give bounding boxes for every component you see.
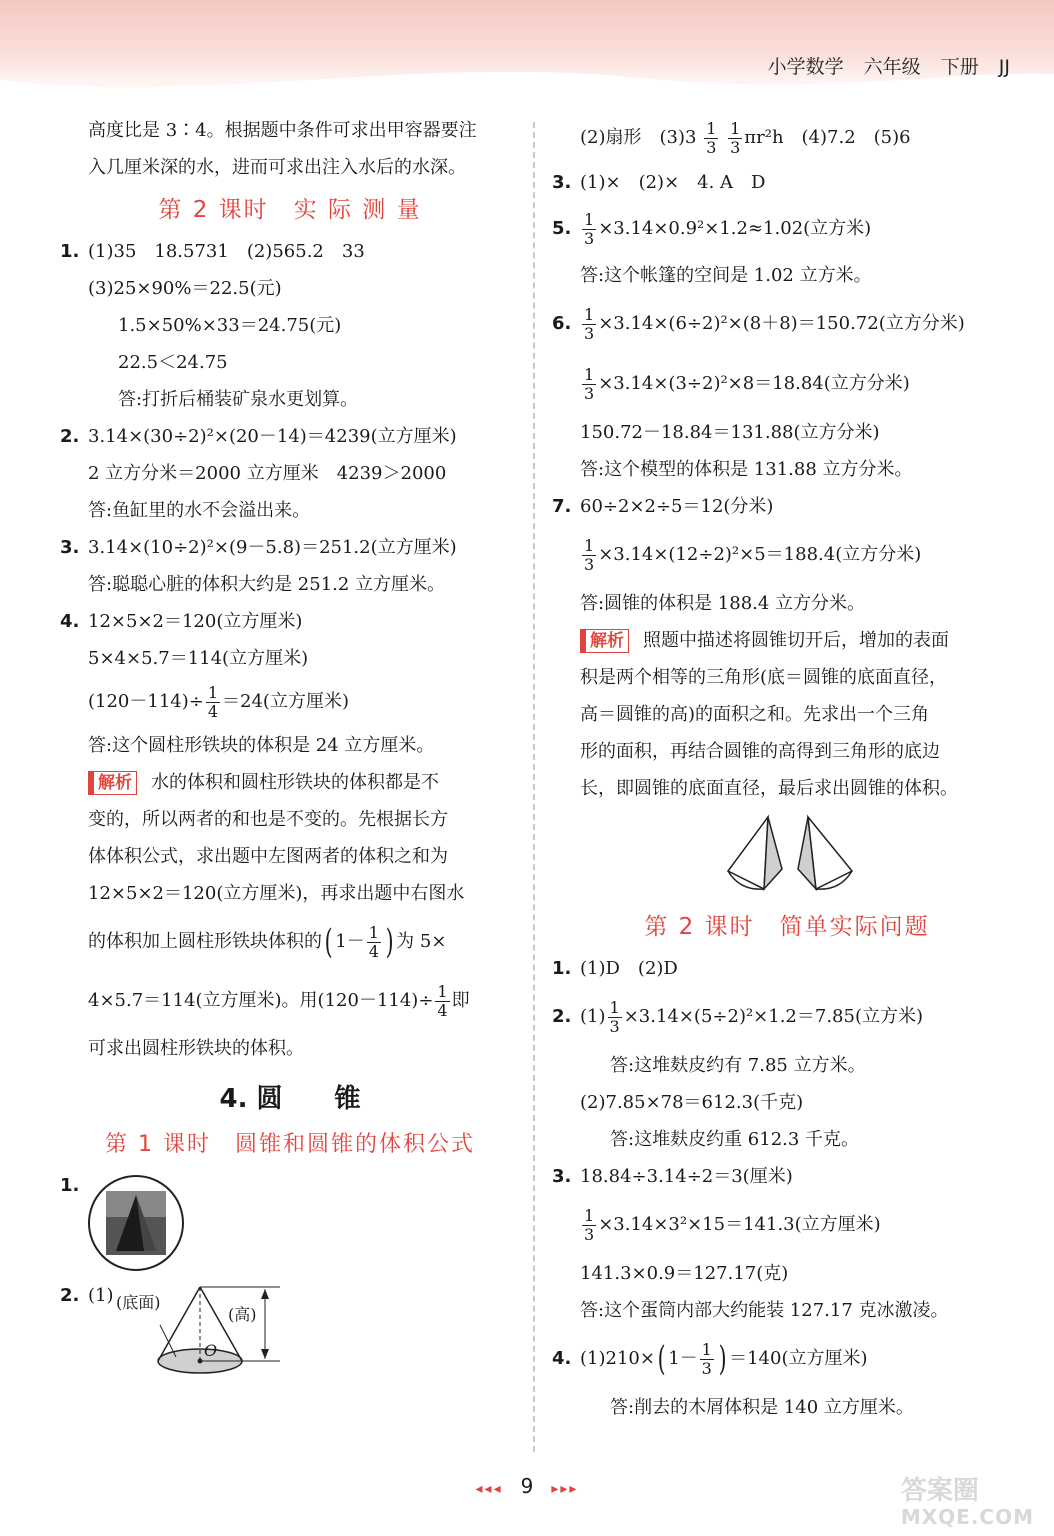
question-number: 3.: [60, 537, 80, 558]
expr-part: ＝24(立方厘米): [222, 691, 349, 712]
split-cone-figure: [720, 811, 860, 899]
numerator: 1: [584, 304, 595, 324]
intro-line: 高度比是 3∶4。根据题中条件可求出甲容器要注: [88, 120, 477, 141]
cone-height-label: (高): [228, 1305, 257, 1324]
answer-line: ×3.14×3²×15＝141.3(立方厘米): [598, 1214, 881, 1235]
fraction: [582, 537, 596, 574]
expr-part: 为 5×: [396, 931, 447, 952]
answer-line: 答:这个蛋筒内部大约能装 127.17 克冰激凌。: [580, 1300, 949, 1321]
answer-line: 答:这个圆柱形铁块的体积是 24 立方厘米。: [88, 735, 435, 756]
answer-line: 答:这个帐篷的空间是 1.02 立方米。: [580, 265, 872, 286]
expr-part: 4×5.7＝114(立方厘米)。用(120－114)÷: [88, 990, 434, 1011]
analysis-line: 可求出圆柱形铁块的体积。: [88, 1038, 304, 1059]
fraction: [700, 1341, 714, 1378]
denominator: 4: [207, 701, 219, 721]
fraction: [582, 1207, 596, 1244]
answer-line: 12×5×2＝120(立方厘米): [88, 611, 303, 632]
grade-label: 六年级: [863, 56, 921, 78]
expr-part: (120－114)÷: [88, 691, 204, 712]
numerator: 1: [584, 209, 595, 229]
answer-line: 2 立方分米＝2000 立方厘米 4239＞2000: [88, 463, 447, 484]
fraction: [367, 924, 381, 961]
page-footer: [0, 1474, 1054, 1498]
answer-line: 答:削去的木屑体积是 140 立方厘米。: [610, 1397, 914, 1418]
watermark-text: 答案圈: [900, 1476, 979, 1506]
denominator: 3: [584, 383, 595, 403]
question-number: 2.: [60, 426, 80, 447]
denominator: 4: [368, 941, 379, 961]
answer-line: ×3.14×(3÷2)²×8＝18.84(立方分米): [598, 373, 910, 394]
answer-line: (1)35 18.5731 (2)565.2 33: [88, 241, 365, 262]
denominator: 3: [706, 137, 717, 157]
answer-line: 答:聪聪心脏的体积大约是 251.2 立方厘米。: [88, 574, 446, 595]
denominator: 3: [584, 554, 595, 574]
chapter-title: 4. 圆 锥: [219, 1084, 361, 1114]
analysis-line: 积是两个相等的三角形(底＝圆锥的底面直径，: [580, 667, 948, 688]
analysis-line: [60, 912, 520, 972]
answer-line: 答:这堆麸皮约重 612.3 千克。: [610, 1129, 860, 1150]
numerator: 1: [584, 364, 595, 384]
fraction: [582, 366, 596, 403]
denominator: 3: [584, 323, 595, 343]
answer-line: 60÷2×2÷5＝12(分米): [580, 496, 774, 517]
book-info: [768, 52, 1010, 79]
paren: ): [385, 922, 394, 962]
answer-line: (1)× (2)× 4. A D: [580, 172, 766, 193]
analysis-line: 高＝圆锥的高)的面积之和。先求出一个三角: [580, 704, 930, 725]
expr-part: πr²h (4)7.2 (5)6: [744, 127, 911, 148]
answer-line: ×3.14×(5÷2)²×1.2＝7.85(立方米): [623, 1006, 924, 1027]
question-number: 6.: [552, 313, 572, 334]
cone-photo-figure: [86, 1173, 186, 1273]
numerator: 1: [584, 535, 595, 555]
expr-part: 即: [451, 990, 470, 1011]
answer-line: (1)D (2)D: [580, 958, 678, 979]
numerator: 1: [730, 118, 741, 138]
answer-line: 1.5×50%×33＝24.75(元): [118, 315, 342, 336]
question-number: 7.: [552, 496, 572, 517]
numerator: 1: [437, 981, 448, 1001]
numerator: 1: [584, 1205, 595, 1225]
analysis-line: 照题中描述将圆锥切开后，增加的表面: [643, 630, 949, 651]
question-number: 1.: [60, 1175, 80, 1196]
denominator: 3: [584, 1224, 595, 1244]
answer-line: 答:这堆麸皮约有 7.85 立方米。: [610, 1055, 866, 1076]
numerator: 1: [701, 1339, 712, 1359]
denominator: 3: [701, 1358, 712, 1378]
right-column: [552, 112, 1022, 1426]
answer-line: 141.3×0.9＝127.17(克): [580, 1263, 789, 1284]
fraction: [582, 306, 596, 343]
answer-line: 答:鱼缸里的水不会溢出来。: [88, 500, 311, 521]
denominator: 3: [730, 137, 741, 157]
next-arrows-icon: ▸▸▸: [551, 1481, 579, 1497]
paren: ): [718, 1339, 727, 1379]
numerator: 1: [207, 682, 219, 702]
expr-part: 1－: [335, 931, 365, 952]
question-number: 2.: [552, 1006, 572, 1027]
section-title: 第 2 课时 实 际 测 量: [158, 197, 422, 223]
paren: (: [657, 1339, 666, 1379]
watermark-url: MXQE.COM: [900, 1505, 1034, 1529]
numerator: 1: [368, 922, 379, 942]
fraction: [608, 999, 622, 1036]
expr-part: (1)210×: [580, 1348, 655, 1369]
analysis-line: 体体积公式，求出题中左图两者的体积之和为: [88, 846, 448, 867]
analysis-badge: 解析: [88, 771, 137, 795]
question-number: 3.: [552, 1166, 572, 1187]
analysis-badge: 解析: [580, 629, 629, 653]
prev-arrows-icon: ◂◂◂: [475, 1481, 503, 1497]
edition-label: JJ: [998, 56, 1010, 78]
analysis-line: 变的，所以两者的和也是不变的。先根据长方: [88, 809, 448, 830]
fraction: [728, 120, 742, 157]
numerator: 1: [706, 118, 717, 138]
answer-line: 答:打折后桶装矿泉水更划算。: [118, 389, 359, 410]
answer-line: [552, 112, 1022, 164]
answer-line: (2)7.85×78＝612.3(千克): [580, 1092, 804, 1113]
column-divider: [533, 122, 535, 1452]
answer-line: 3.14×(30÷2)²×(20－14)＝4239(立方厘米): [88, 426, 457, 447]
analysis-line: 形的面积，再结合圆锥的高得到三角形的底边: [580, 741, 940, 762]
question-number: 4.: [60, 611, 80, 632]
expr-part: (1): [580, 1006, 606, 1027]
cone-base-label: (底面): [116, 1293, 161, 1312]
expr-part: 的体积加上圆柱形铁块体积的: [88, 931, 322, 952]
section-title: 第 2 课时 简单实际问题: [644, 914, 930, 940]
answer-line: 答:这个模型的体积是 131.88 立方分米。: [580, 459, 913, 480]
page-number: 9: [520, 1474, 534, 1498]
denominator: 3: [609, 1016, 620, 1036]
question-number: 1.: [60, 241, 80, 262]
intro-line: 入几厘米深的水，进而可求出注入水后的水深。: [88, 157, 466, 178]
answer-line: 150.72－18.84＝131.88(立方分米): [580, 422, 880, 443]
fraction: [582, 211, 596, 248]
denominator: 4: [437, 1000, 448, 1020]
answer-line: ×3.14×(12÷2)²×5＝188.4(立方分米): [598, 544, 922, 565]
fraction: [206, 684, 220, 721]
question-number: 2.: [60, 1285, 80, 1306]
answer-line: ×3.14×(6÷2)²×(8＋8)＝150.72(立方分米): [598, 313, 965, 334]
answer-line: [60, 677, 520, 727]
answer-line: 答:圆锥的体积是 188.4 立方分米。: [580, 593, 866, 614]
fraction: [704, 120, 718, 157]
expr-part: ＝140(立方厘米): [729, 1348, 868, 1369]
expr-part: 1－: [668, 1348, 698, 1369]
denominator: 3: [584, 228, 595, 248]
fraction: [435, 983, 449, 1020]
left-column: [60, 112, 520, 1387]
volume-label: 下册: [940, 56, 979, 78]
analysis-line: [60, 972, 520, 1030]
answer-line: ×3.14×0.9²×1.2≈1.02(立方米): [598, 218, 872, 239]
numerator: 1: [609, 997, 620, 1017]
section-title: 第 1 课时 圆锥和圆锥的体积公式: [105, 1132, 475, 1157]
watermark: [901, 1478, 1034, 1530]
paren: (: [324, 922, 333, 962]
sub-label: (1): [88, 1285, 114, 1306]
page-header: [0, 0, 1054, 96]
subject-label: 小学数学: [767, 56, 844, 78]
question-number: 5.: [552, 218, 572, 239]
analysis-line: 长，即圆锥的底面直径，最后求出圆锥的体积。: [580, 778, 958, 799]
answer-line: 3.14×(10÷2)²×(9－5.8)＝251.2(立方厘米): [88, 537, 457, 558]
answer-line: (3)25×90%＝22.5(元): [88, 278, 282, 299]
question-number: 1.: [552, 958, 572, 979]
analysis-line: 12×5×2＝120(立方厘米)，再求出题中右图水: [88, 883, 465, 904]
question-number: 3.: [552, 172, 572, 193]
expr-part: (2)扇形 (3)3: [580, 127, 697, 148]
answer-line: 22.5＜24.75: [118, 352, 228, 373]
analysis-line: 水的体积和圆柱形铁块的体积都是不: [151, 772, 439, 793]
answer-line: 18.84÷3.14÷2＝3(厘米): [580, 1166, 793, 1187]
answer-line: 5×4×5.7＝114(立方厘米): [88, 648, 309, 669]
question-number: 4.: [552, 1348, 572, 1369]
cone-center-label: O: [204, 1341, 218, 1360]
